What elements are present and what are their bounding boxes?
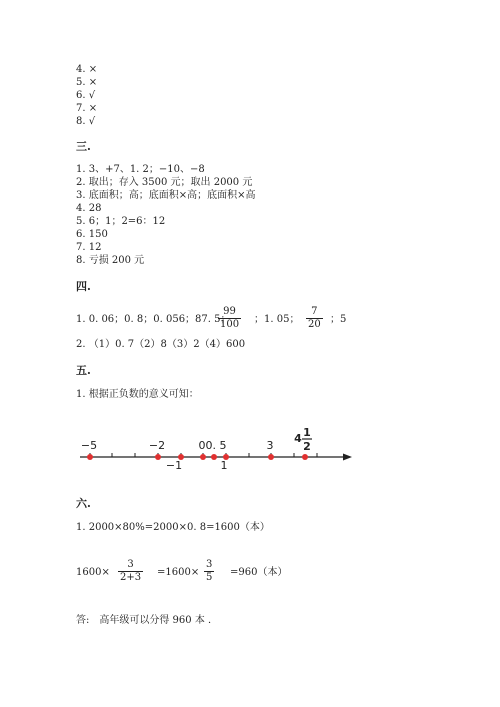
answer-line: 1. 2000×80%=2000×0. 8=1600（本） (76, 522, 270, 533)
fraction-denominator: 5 (206, 572, 213, 583)
answer-line: 2. 取出；存入 3500 元；取出 2000 元 (76, 177, 253, 188)
answer-line: 4. 28 (76, 203, 102, 214)
answer-line: 4. × (76, 64, 98, 75)
label-half: 0. 5 (205, 439, 227, 452)
label-minus-5: −5 (80, 439, 98, 452)
fraction-denominator: 100 (220, 319, 240, 330)
answer-sentence: 答: 高年级可以分得 960 本 ． (76, 615, 218, 626)
answer-line: 7. × (76, 103, 98, 114)
point-half (211, 454, 217, 460)
fraction-numerator: 7 (306, 306, 323, 319)
point-three (268, 454, 274, 460)
calc-text: =960（本） (230, 567, 288, 578)
section-heading: 四. (76, 280, 91, 293)
point-minus-5 (87, 454, 93, 460)
label-one: 1 (220, 459, 228, 472)
answer-line: 6. 150 (76, 229, 108, 240)
fraction (118, 559, 143, 584)
answer-text: ；5 (330, 314, 347, 325)
answer-line: 7. 12 (76, 242, 102, 253)
section-heading: 三. (76, 140, 91, 153)
answer-line: 5. × (76, 77, 98, 88)
mixed-number-whole: 4 (294, 432, 302, 445)
answer-text: 1. 0. 06；0. 8；0. 056；87. 5； (76, 314, 231, 325)
calc-text: =1600× (157, 567, 200, 578)
answer-line: 1. 3、+7、1. 2；−10、−8 (76, 164, 205, 175)
section-heading: 五. (76, 364, 91, 377)
fraction-numerator: 3 (118, 559, 143, 572)
fraction-numerator: 3 (206, 559, 213, 570)
fraction-denominator: 2+3 (120, 572, 142, 583)
point-minus-2 (155, 454, 161, 460)
fraction-denominator: 20 (308, 319, 321, 330)
answer-line: 8. 亏损 200 元 (76, 255, 145, 266)
answer-line: 6. √ (76, 90, 96, 101)
mixed-number-denominator: 2 (303, 440, 311, 453)
answer-text: ；1. 05； (254, 314, 300, 325)
answer-line: 5. 6；1；2=6：12 (76, 216, 166, 227)
label-minus-2: −2 (148, 439, 166, 452)
label-three: 3 (266, 439, 274, 452)
label-zero: 0 (198, 439, 206, 452)
calc-text: 1600× (76, 567, 110, 578)
answer-line: 1. 根据正负数的意义可知： (76, 389, 199, 400)
answer-line: 8. √ (76, 116, 96, 127)
label-minus-1: −1 (165, 459, 183, 472)
answer-line: 2. （1）0. 7（2）8（3）2（4）600 (76, 339, 246, 350)
fraction-numerator: 99 (218, 306, 241, 319)
fraction (204, 559, 214, 584)
point-four-and-half (302, 454, 308, 460)
mixed-number-numerator: 1 (303, 426, 311, 439)
axis-arrow (343, 454, 352, 461)
section-heading: 六. (76, 497, 91, 510)
point-zero (200, 454, 206, 460)
answer-line: 3. 底面积；高；底面积×高；底面积×高 (76, 190, 256, 201)
